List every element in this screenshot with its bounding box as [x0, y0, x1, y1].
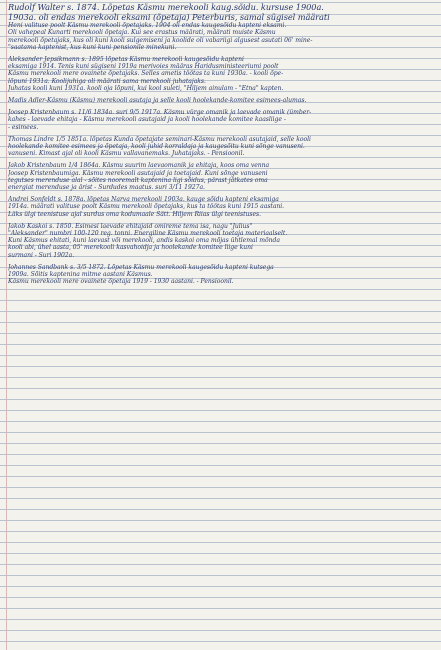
handwritten-line: energiat merenduse ja ärist - Surdudes maatus. suri 3/11 1927a.: [8, 184, 205, 192]
handwritten-line: "saatama kaptenist, kus kuni kuni pensionile minekuni.: [8, 43, 177, 51]
handwritten-line: lõpuni 1931a. Koolijuhiga oli määrati sama merekooli juhatajaks.: [8, 77, 206, 85]
entries-list: [8, 3, 436, 290]
handwritten-line: eksamiga 1914. Tenis kuni sügiseni 1919a merivoies määras Haridusministeeriumi poolt: [8, 63, 279, 71]
handwritten-line: merekooli õpetajaks, kus oli kuni kooli sulgemiseni ja koolide oli vabariigi algusest asutati 06' mine-: [8, 36, 313, 44]
biography-entry: [8, 162, 436, 191]
handwritten-line: Joosep Kristenbaumiga. Käsmu merekooli asutajaid ja toetajaid. Kuni sõnge vanuseni: [8, 169, 268, 177]
handwritten-line: tegutses merenduse alal - sõites nooremalt kaptenina ligi sõidus, pärast jätkates oma: [8, 176, 268, 184]
biography-entry: [8, 136, 436, 158]
handwritten-line: Madis Adler-Käsmu (Käsmu) merekooli asutaja ja selle kooli hoolekande-komitee esimees-alumas.: [8, 97, 307, 105]
handwritten-line: Andrei Sonfeldt s. 1878a. lõpetas Narva merekooli 1903a. kauge sõidu kapteni eksamiga: [8, 196, 279, 204]
handwritten-line: Joosep Kristenbaum s. 11/6 1834a. suri 9/5 1917a. Käsmu vürge omanik ja laevade omanik (ümber-: [8, 109, 312, 117]
biography-entry: [8, 196, 436, 218]
handwritten-line: surmani - Suri 1902a.: [8, 251, 75, 259]
handwritten-line: Kuni Käsmus ehitati, kuni laevast või merekooli, andis kaskoi oma mõjas ühtlemal mõnda: [8, 237, 280, 245]
handwritten-line: Jakob Kaskoi s. 1850. Esimesi laevade ehitajaid omireme tema isa, nagu "Julius": [8, 222, 253, 230]
biography-entry: [8, 97, 436, 104]
biography-entry: [8, 109, 436, 131]
handwritten-line: Käsmu merekooli mere ovainete õpetajaks. Selles ametis töötas ta kuni 1930a. - kooli õpe-: [8, 70, 284, 78]
handwritten-line: Heni valituse poolt Käsmu merekooli õpetajaks. 1904 oli endas kaugesõidu kapteni eksami.: [8, 22, 287, 30]
handwritten-line: Aleksander Jepsikmann s. 1895 lõpetas Käsmu merekooli kaugesõidu kapteni: [8, 56, 244, 63]
handwritten-line: 1914a. määrati valituse poolt Käsmu merekooli õpetajaks, kus ta töötas kuni 1915 aastani.: [8, 203, 285, 211]
page-margin-line: [6, 0, 7, 650]
handwritten-line: Jakob Kristenbaum 1/4 1864a. Käsmu suurim laevaomanik ja ehitaja, koos oma venna: [8, 162, 270, 170]
handwritten-line: Juhatas kooli kuni 1931a. kooli oja lõpuni, kui kool suleti, "Hiljem ainulam - "Etna" kapten.: [8, 84, 284, 92]
handwritten-line: Käsmu merekooli mere ovainete õpetaja 1919 - 1930 aastani. - Pensioonil.: [8, 278, 234, 286]
handwritten-line: kahes - laevade ehitaja - Käsmu merekooli asutajaid ja kooli hoolekande komitee kaasliige -: [8, 116, 286, 124]
handwritten-line: Läks ülgi teenistuse ajal surdus oma kodumaale Sätt. Hiljem Riias ülgi teenistuses.: [8, 210, 261, 218]
handwritten-line: kooli abi, ühel aasta, 05' merekooli kasvahoidja ja hoolekande komitee liige kuni: [8, 244, 253, 252]
handwritten-line: hoolekande komitee esimees ja õpetaja, kooli juhid korraldaja ja kaugesõitu kuni sõnge vanuseni.: [8, 143, 305, 151]
handwritten-line: Oli vahepeal Kunarti merekooli õpetaja. Kui see erastus määrati, määrati muiste Käsmu: [8, 29, 276, 37]
handwritten-line: - esimees.: [8, 123, 39, 131]
handwritten-line: Johannes Sandbank s. 3/5 1872. Lõpetas Käsmu merekooli kaugesõidu kapteni kutsega: [8, 263, 274, 271]
biography-entry: [8, 223, 436, 259]
handwritten-line: Rudolf Walter s. 1874. Lõpetas Käsmu merekooli kaug.sõidu. kursuse 1900a.: [8, 3, 324, 12]
handwritten-line: vanuseni. Kimast ajal oli kooli Käsmu vallavanemaks. Juhatajaks. - Pensioonil.: [8, 150, 245, 158]
handwritten-line: "Aleksander" numbri 100-120 reg. tonni. Energiline Käsmu merekooli toetaja materiaalselt.: [8, 230, 288, 238]
handwritten-line: 1903a. oli endas merekooli eksami (õpetaja) Peterburis, samal sügisel määrati: [8, 12, 330, 22]
biography-entry: [8, 56, 436, 92]
handwritten-line: 1909a. Sõitis kaptenina mitme aastani Käsmus.: [8, 271, 153, 279]
biography-entry: [8, 264, 436, 286]
biography-entry: [8, 3, 436, 51]
handwritten-line: Thomas Lindre 1/5 1851a. lõpetas Kunda õpetajate seminari-Käsmu merekooli asutajaid, selle kooli: [8, 135, 311, 143]
